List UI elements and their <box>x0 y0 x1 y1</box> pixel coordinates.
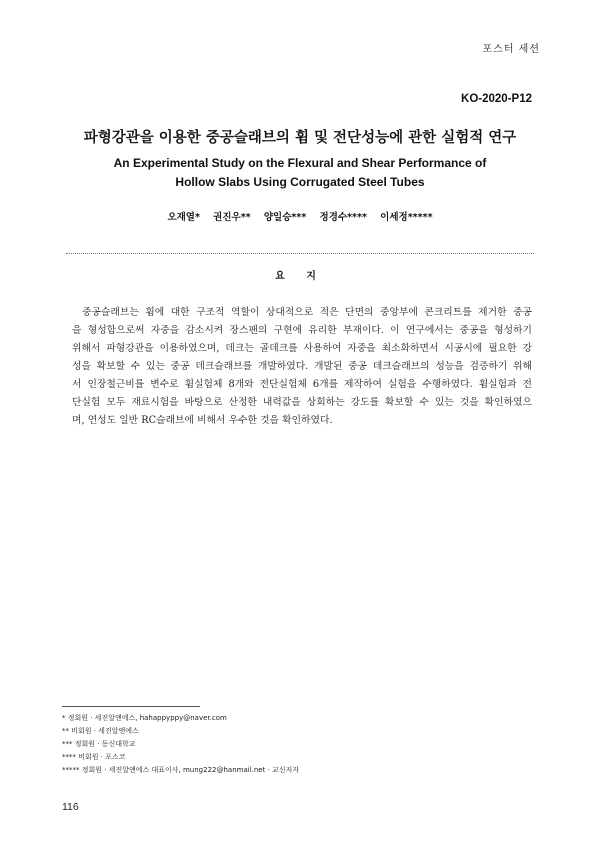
footnote: * 정회원 · 세진알앤에스, hahappyppy@naver.com <box>62 714 227 722</box>
footnotes <box>62 712 299 777</box>
abstract-line: 서 인장철근비를 변수로 휨실험체 8개와 전단실험체 6개를 제작하여 실험을 수행하였다. 휨실험과 전 <box>72 379 532 390</box>
footnote: ***** 정회원 · 세진알앤에스 대표이사, mung222@hanmail.net · 교신저자 <box>62 766 300 774</box>
english-title-line-2: Hollow Slabs Using Corrugated Steel Tubes <box>175 175 425 189</box>
footnote-rule <box>62 706 200 707</box>
korean-title: 파형강관을 이용한 중공슬래브의 휨 및 전단성능에 관한 실험적 연구 <box>83 130 517 146</box>
abstract-line: 성을 확보할 수 있는 중공 데크슬래브를 개발하였다. 개발된 중공 데크슬래브의 성능을 검증하기 위해 <box>72 361 532 372</box>
footnote: *** 정회원 · 동신대학교 <box>62 740 136 748</box>
abstract-line: 위해서 파형강관을 이용하였으며, 데크는 골데크를 사용하여 자중을 최소화하면서 시공시에 필요한 강 <box>72 343 532 354</box>
english-title <box>0 154 600 192</box>
paper-code: KO-2020-P12 <box>461 93 532 105</box>
dotted-divider <box>66 253 534 254</box>
abstract-line: 을 형성함으로써 자중을 감소시켜 장스팬의 구현에 유리한 부재이다. 이 연구에서는 중공을 형성하기 <box>72 325 532 336</box>
abstract-heading: 요 지 <box>275 271 325 282</box>
english-title-line-1: An Experimental Study on the Flexural and Shear Performance of <box>113 156 487 170</box>
session-label: 포스터 세션 <box>482 44 540 55</box>
footnote: ** 비회원 · 세진알앤에스 <box>62 727 139 735</box>
footnote: **** 비회원 · 포스코 <box>62 753 126 761</box>
abstract-body <box>72 304 532 430</box>
page-number: 116 <box>62 801 79 813</box>
abstract-line: 중공슬래브는 휨에 대한 구조적 역할이 상대적으로 적은 단면의 중앙부에 콘크리트를 제거한 중공 <box>82 307 532 318</box>
author-list: 오재열* 권진우** 양일승*** 정경수**** 이세정***** <box>167 212 433 223</box>
abstract-line: 며, 연성도 일반 RC슬래브에 비해서 우수한 것을 확인하였다. <box>72 415 333 426</box>
abstract-line: 단실험 모두 재료시험을 바탕으로 산정한 내력값을 상회하는 강도를 확보할 수 있는 것을 확인하였으 <box>72 397 532 408</box>
